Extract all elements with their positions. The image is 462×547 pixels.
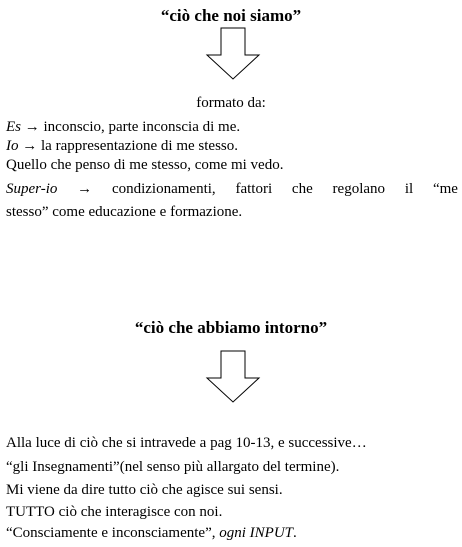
io-arrow: → [22, 138, 38, 154]
io-definition [6, 137, 238, 155]
io-term: Io [6, 138, 19, 154]
paragraph-line: Alla luce di ciò che si intravede a pag 10-13, e successive… [6, 435, 367, 451]
superio-word: regolano [332, 181, 386, 197]
last-line-suffix: . [293, 525, 297, 541]
intro-text: formato da: [196, 95, 266, 111]
down-arrow-icon [205, 350, 261, 404]
es-text: inconscio, parte inconscia di me. [39, 119, 241, 135]
paragraph-line: TUTTO ciò che interagisce con noi. [6, 504, 223, 520]
io-text: la rappresentazione di me stesso. [37, 138, 239, 154]
paragraph-line: Mi viene da dire tutto ciò che agisce sui sensi. [6, 482, 283, 498]
es-definition [6, 118, 240, 136]
superio-term: Super-io [6, 181, 58, 197]
section-heading-noi-siamo: “ciò che noi siamo” [160, 6, 302, 25]
down-arrow-icon [205, 27, 261, 81]
last-line-prefix: “Consciamente e inconsciamente”, [6, 525, 220, 541]
superio-word: “me [432, 181, 458, 197]
paragraph-line: “gli Insegnamenti”(nel senso più allargato del termine). [6, 459, 340, 475]
superio-arrow: → [77, 181, 93, 197]
paragraph-last-line [6, 524, 297, 542]
superio-word: condizionamenti, [111, 181, 216, 197]
section-heading-abbiamo-intorno: “ciò che abbiamo intorno” [134, 318, 328, 337]
superio-word: fattori [235, 181, 273, 197]
superio-word: che [291, 181, 313, 197]
superio-definition [6, 180, 458, 198]
es-term: Es [6, 119, 21, 135]
quello-line: Quello che penso di me stesso, come mi vedo. [6, 157, 284, 173]
es-arrow: → [24, 119, 40, 135]
superio-continuation: stesso” come educazione e formazione. [6, 204, 243, 220]
superio-word: il [404, 181, 414, 197]
last-line-italic: ogni INPUT [219, 525, 294, 541]
